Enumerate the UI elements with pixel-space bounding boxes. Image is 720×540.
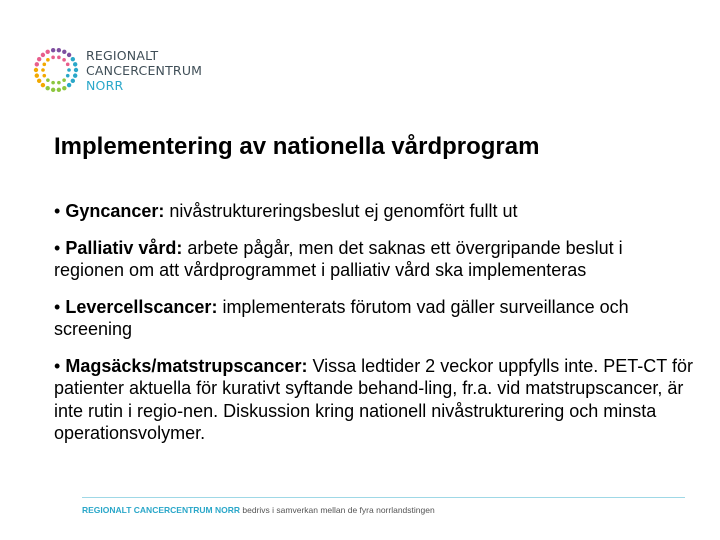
bullet-label: Gyncancer: (65, 201, 165, 221)
logo-dot (67, 68, 71, 72)
logo-line-1: REGIONALT (86, 48, 159, 63)
footer-org: REGIONALT CANCERCENTRUM NORR (82, 505, 241, 515)
logo-dot (62, 78, 66, 82)
logo-dot (57, 48, 61, 52)
logo-dot (73, 62, 77, 66)
bullet-text: nivåstruktureringsbeslut ej genomfört fullt ut (164, 201, 518, 221)
logo-dot (51, 56, 55, 60)
slide-title: Implementering av nationella vårdprogram (54, 133, 540, 160)
bullet-list (54, 200, 694, 459)
logo-line-2: CANCERCENTRUM (86, 63, 203, 78)
logo-dot (57, 81, 61, 85)
bullet-marker: • (54, 355, 61, 376)
logo-line-3: NORR (86, 78, 124, 93)
logo-dot (35, 73, 39, 77)
logo-dot (71, 79, 75, 83)
logo-dot (41, 83, 45, 87)
bullet-text: implementerats förutom vad gäller surveillance och screening (54, 296, 629, 339)
logo-dot (66, 74, 70, 78)
logo-dot (46, 78, 50, 82)
bullet-item (54, 237, 694, 282)
bullet-item (54, 296, 694, 341)
logo-text (86, 48, 202, 93)
logo-dot (62, 86, 66, 90)
bullet-label: Magsäcks/matstrupscancer: (65, 355, 308, 376)
bullet-label: Levercellscancer: (65, 296, 218, 317)
footer (82, 505, 435, 515)
logo-dot (66, 63, 70, 67)
logo-dot-ring-icon (30, 44, 82, 96)
logo-dot (51, 48, 55, 52)
bullet-text: Vissa ledtider 2 veckor uppfylls inte. PET-CT för patienter aktuella för kurativt syftande behand-ling, fr.a. vid matstrupscancer, är inte rutin i regio-nen. Diskussion kring nationell nivåstrukturering och minsta operationsvolymer. (54, 355, 693, 443)
logo-dot (57, 88, 61, 92)
logo-dot (62, 50, 66, 54)
bullet-text: arbete pågår, men det saknas ett övergripande beslut i regionen om att vårdprogrammet i palliativ vård ska implementeras (54, 237, 623, 280)
logo-dot (74, 68, 78, 72)
footer-text: bedrivs i samverkan mellan de fyra norrlandstingen (240, 505, 435, 515)
bullet-item (54, 355, 694, 445)
bullet-label: Palliativ vård: (65, 237, 183, 258)
logo-dot (51, 88, 55, 92)
logo-dot (67, 83, 71, 87)
logo-dot (34, 68, 38, 72)
logo (30, 44, 203, 100)
logo-dot (45, 86, 49, 90)
logo-dot (45, 50, 49, 54)
logo-dot (41, 53, 45, 57)
logo-dot (35, 62, 39, 66)
logo-dot (41, 68, 45, 72)
logo-dot (42, 74, 46, 78)
logo-dot (42, 63, 46, 67)
logo-dot (37, 79, 41, 83)
bullet-marker: • (54, 201, 61, 221)
bullet-marker: • (54, 296, 61, 317)
logo-dot (62, 58, 66, 62)
logo-dot (37, 57, 41, 61)
bullet-item (54, 200, 694, 223)
logo-dot (67, 53, 71, 57)
footer-divider (82, 497, 685, 498)
logo-dot (71, 57, 75, 61)
logo-dot (51, 81, 55, 85)
logo-dot (57, 56, 61, 60)
logo-dot (73, 73, 77, 77)
logo-dot (46, 58, 50, 62)
bullet-marker: • (54, 237, 61, 258)
